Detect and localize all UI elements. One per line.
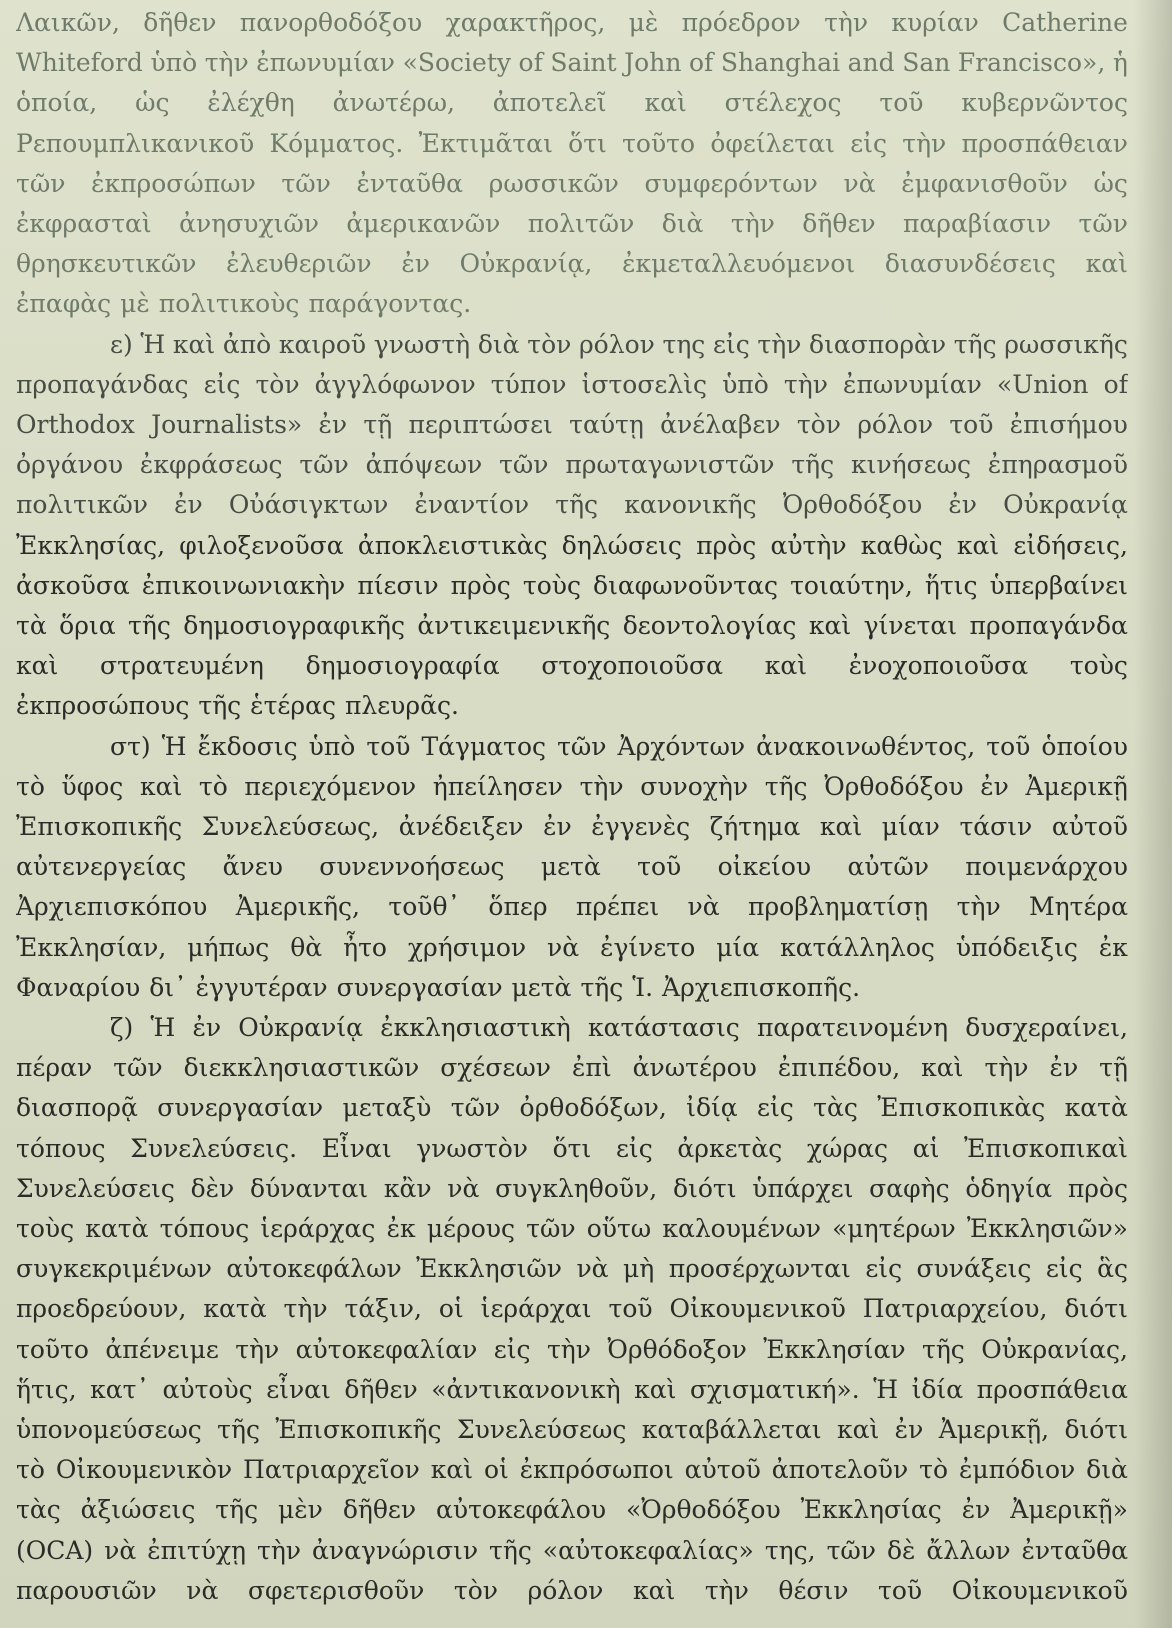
text-line: προπαγάνδας εἰς τὸν ἀγγλόφωνον τύπον ἱστοσελὶς ὑπὸ τὴν ἐπωνυμίαν «Union of (16, 369, 1128, 399)
text-line: (OCA) νὰ ἐπιτύχῃ τὴν ἀναγνώρισιν τῆς «αὐτοκεφαλίας» της, τῶν δὲ ἄλλων ἐνταῦθα (16, 1535, 1128, 1565)
text-line: Ἐκκλησίας, φιλοξενοῦσα ἀποκλειστικὰς δηλώσεις πρὸς αὐτὴν καθὼς καὶ εἰδήσεις, (16, 530, 1128, 560)
text-line: τοὺς κατὰ τόπους ἱεράρχας ἐκ μέρους τῶν οὕτω καλουμένων «μητέρων Ἐκκλησιῶν» (16, 1214, 1128, 1243)
text-line: τῶν ἐκπροσώπων τῶν ἐνταῦθα ρωσσικῶν συμφερόντων νὰ ἐμφανισθοῦν ὡς (16, 168, 1128, 198)
text-line: ὀργάνου ἐκφράσεως τῶν ἀπόψεων τῶν πρωταγωνιστῶν τῆς κινήσεως ἐπηρασμοῦ (16, 450, 1128, 480)
text-line: τὸ Οἰκουμενικὸν Πατριαρχεῖον καὶ οἱ ἐκπρόσωποι αὐτοῦ ἀποτελοῦν τὸ ἐμπόδιον διὰ (16, 1455, 1128, 1485)
text-line: Whiteford ὑπὸ τὴν ἐπωνυμίαν «Society of Saint John of Shanghai and San Francisco», ἡ (16, 48, 1128, 78)
text-line: Ἐκκλησίαν, μήπως θὰ ἦτο χρήσιμον νὰ ἐγίνετο μία κατάλληλος ὑπόδειξις ἐκ (16, 932, 1128, 962)
text-line: διασπορᾷ συνεργασίαν μεταξὺ τῶν ὀρθοδόξων, ἰδίᾳ εἰς τὰς Ἐπισκοπικὰς κατὰ (16, 1093, 1128, 1123)
text-line: τόπους Συνελεύσεις. Εἶναι γνωστὸν ὅτι εἰς ἀρκετὰς χώρας αἱ Ἐπισκοπικαὶ (16, 1133, 1128, 1163)
text-line: προεδρεύουν, κατὰ τὴν τάξιν, οἱ ἱεράρχαι τοῦ Οἰκουμενικοῦ Πατριαρχείου, διότι (16, 1294, 1128, 1324)
text-line: Φαναρίου δι᾽ ἐγγυτέραν συνεργασίαν μετὰ τῆς Ἱ. Ἀρχιεπισκοπῆς. (16, 972, 861, 1002)
text-line: ἥτις, κατ᾽ αὐτοὺς εἶναι δῆθεν «ἀντικανονικὴ καὶ σχισματική». Ἡ ἰδία προσπάθεια (16, 1374, 1128, 1404)
text-line: πολιτικῶν ἐν Οὐάσιγκτων ἐναντίον τῆς κανονικῆς Ὀρθοδόξου ἐν Οὐκρανίᾳ (16, 490, 1128, 520)
page-edge-shadow (1134, 0, 1172, 1628)
text-line: παρουσιῶν νὰ σφετερισθοῦν τὸν ρόλον καὶ τὴν θέσιν τοῦ Οἰκουμενικοῦ (16, 1575, 1128, 1605)
text-line: καὶ στρατευμένη δημοσιογραφία στοχοποιοῦσα καὶ ἐνοχοποιοῦσα τοὺς (16, 651, 1128, 681)
text-line: τὰ ὅρια τῆς δημοσιογραφικῆς ἀντικειμενικῆς δεοντολογίας καὶ γίνεται προπαγάνδα (16, 611, 1128, 640)
text-line: αὐτενεργείας ἄνευ συνεννοήσεως μετὰ τοῦ οἰκείου αὐτῶν ποιμενάρχου (16, 852, 1128, 882)
text-line: ζ) Ἡ ἐν Οὐκρανίᾳ ἐκκλησιαστικὴ κατάστασις παρατεινομένη δυσχεραίνει, (110, 1013, 1128, 1042)
text-line: Συνελεύσεις δὲν δύνανται κἂν νὰ συγκληθοῦν, διότι ὑπάρχει σαφὴς ὁδηγία πρὸς (16, 1173, 1128, 1203)
text-line: Ρεπουμπλικανικοῦ Κόμματος. Ἐκτιμᾶται ὅτι τοῦτο ὀφείλεται εἰς τὴν προσπάθειαν (16, 128, 1128, 158)
text-line: ὁποία, ὡς ἐλέχθη ἀνωτέρω, ἀποτελεῖ καὶ στέλεχος τοῦ κυβερνῶντος (16, 88, 1128, 118)
text-line: τὰς ἀξιώσεις τῆς μὲν δῆθεν αὐτοκεφάλου «Ὀρθοδόξου Ἐκκλησίας ἐν Ἀμερικῇ» (16, 1495, 1128, 1525)
text-line: ἐκφρασταὶ ἀνησυχιῶν ἀμερικανῶν πολιτῶν διὰ τὴν δῆθεν παραβίασιν τῶν (16, 209, 1128, 238)
text-line: στ) Ἡ ἔκδοσις ὑπὸ τοῦ Τάγματος τῶν Ἀρχόντων ἀνακοινωθέντος, τοῦ ὁποίου (110, 731, 1128, 761)
text-line: Ἀρχιεπισκόπου Ἀμερικῆς, τοῦθ᾽ ὅπερ πρέπει νὰ προβληματίσῃ τὴν Μητέρα (16, 892, 1128, 922)
text-line: πέραν τῶν διεκκλησιαστικῶν σχέσεων ἐπὶ ἀνωτέρου ἐπιπέδου, καὶ τὴν ἐν τῇ (16, 1053, 1128, 1083)
text-line: Λαικῶν, δῆθεν πανορθοδόξου χαρακτῆρος, μὲ πρόεδρον τὴν κυρίαν Catherine (16, 8, 1128, 37)
text-line: συγκεκριμένων αὐτοκεφάλων Ἐκκλησιῶν νὰ μὴ προσέρχωνται εἰς συνάξεις εἰς ἃς (16, 1254, 1128, 1284)
text-line: ἐκπροσώπους τῆς ἑτέρας πλευρᾶς. (16, 691, 459, 721)
text-line: Orthodox Journalists» ἐν τῇ περιπτώσει ταύτῃ ἀνέλαβεν τὸν ρόλον τοῦ ἐπισήμου (16, 410, 1128, 439)
text-line: τὸ ὕφος καὶ τὸ περιεχόμενον ἠπείλησεν τὴν συνοχὴν τῆς Ὀρθοδόξου ἐν Ἀμερικῇ (16, 771, 1128, 801)
text-line: ἀσκοῦσα ἐπικοινωνιακὴν πίεσιν πρὸς τοὺς διαφωνοῦντας τοιαύτην, ἥτις ὑπερβαίνει (16, 570, 1128, 600)
text-line: Ἐπισκοπικῆς Συνελεύσεως, ἀνέδειξεν ἐν ἐγγενὲς ζήτημα καὶ μίαν τάσιν αὐτοῦ (16, 812, 1128, 841)
text-line: τοῦτο ἀπένειμε τὴν αὐτοκεφαλίαν εἰς τὴν Ὀρθόδοξον Ἐκκλησίαν τῆς Οὐκρανίας, (16, 1334, 1128, 1364)
text-line: ε) Ἡ καὶ ἀπὸ καιροῦ γνωστὴ διὰ τὸν ρόλον της εἰς τὴν διασπορὰν τῆς ρωσσικῆς (110, 329, 1128, 359)
text-line: ὑπονομεύσεως τῆς Ἐπισκοπικῆς Συνελεύσεως καταβάλλεται καὶ ἐν Ἀμερικῇ, διότι (16, 1415, 1128, 1444)
text-line: θρησκευτικῶν ἐλευθεριῶν ἐν Οὐκρανίᾳ, ἐκμεταλλευόμενοι διασυνδέσεις καὶ (16, 249, 1128, 279)
text-line: ἐπαφὰς μὲ πολιτικοὺς παράγοντας. (16, 289, 472, 319)
